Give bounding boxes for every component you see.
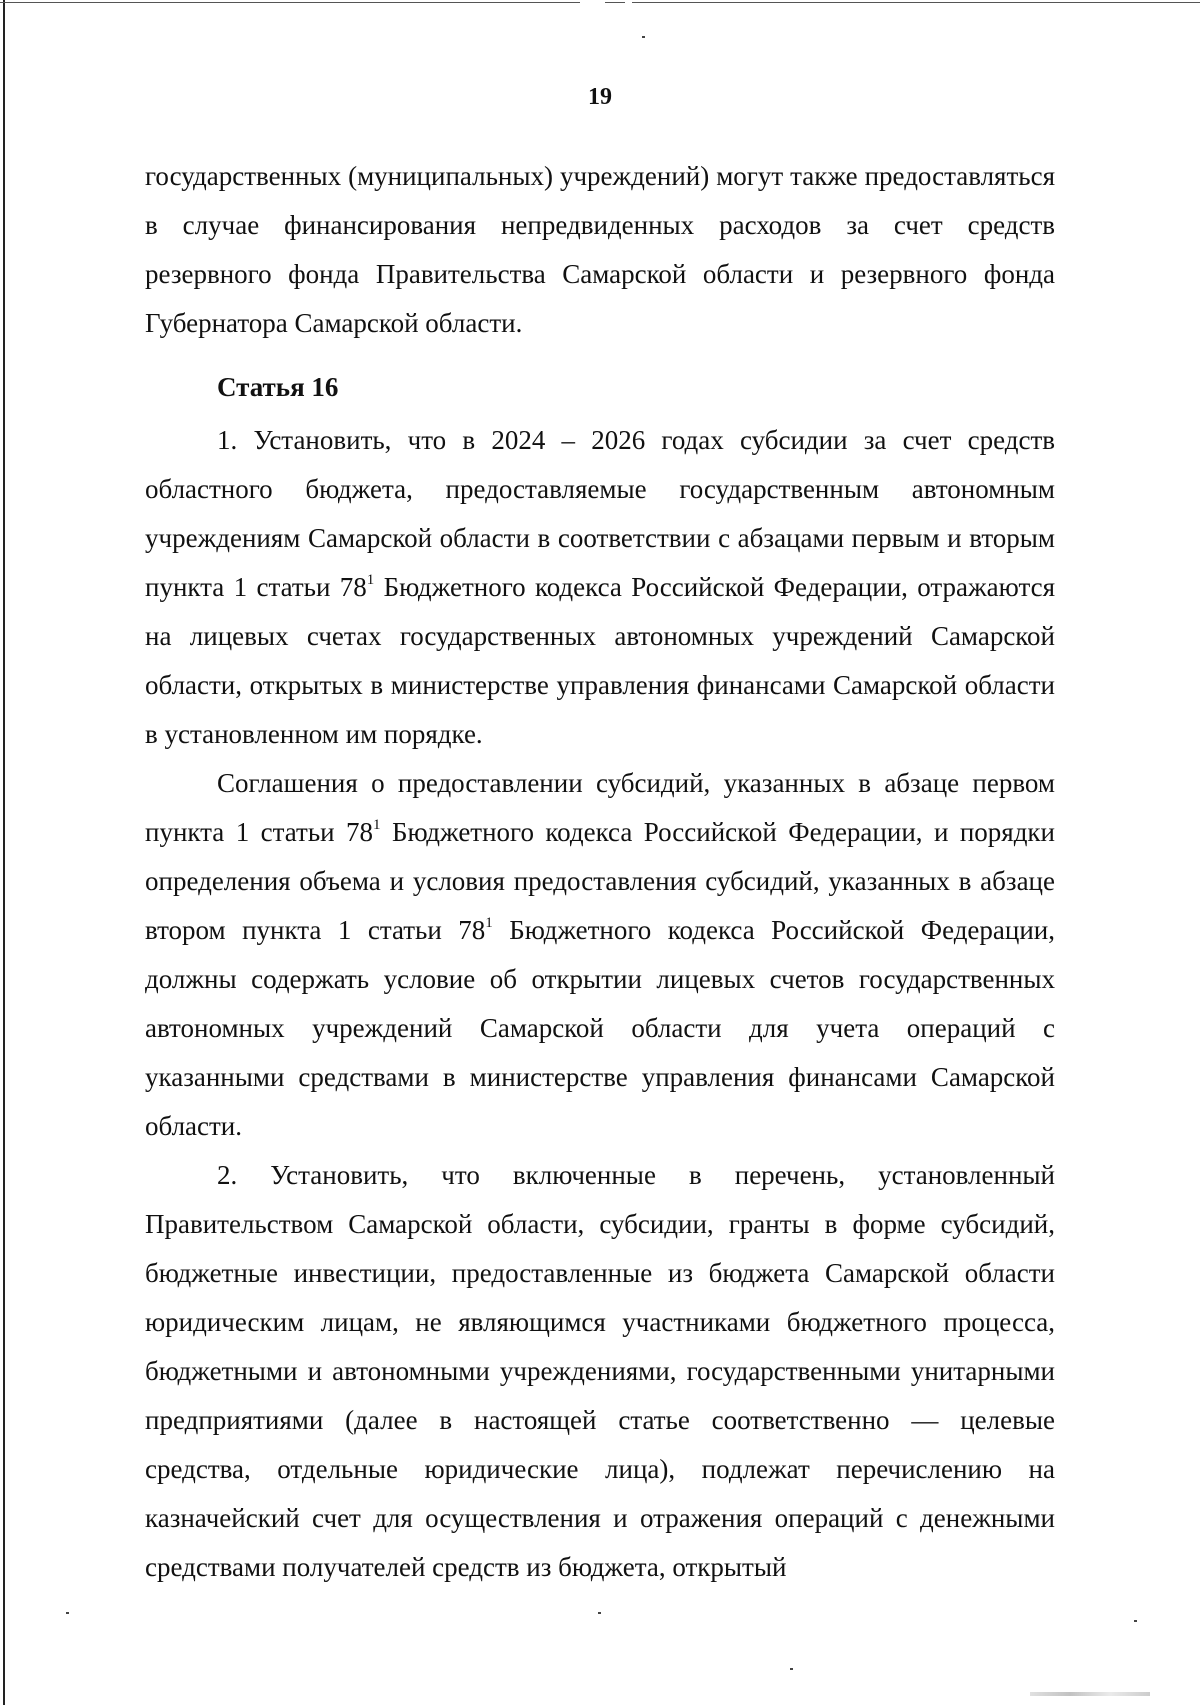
paragraph-continuation: государственных (муниципальных) учреждений) могут также предоставляться в случае финансирования непредвиденных расходов за счет средств резервного фонда Правительства Самарской области и резервного фонда Губернатора Самарской области. (145, 161, 1055, 338)
text-segment: 1. Установить, что в 2024 – 2026 годах субсидии за счет средств областного бюджета, предоставляемые государственным автономным учреждениям Самарской области в соответствии с абзацами первым и вторым пункта 1 статьи 78 (145, 425, 1055, 602)
scan-speck (598, 1612, 601, 1614)
text-segment: Бюджетного кодекса Российской Федерации, должны содержать условие об открытии лицевых счетов государственных автономных учреждений Самарской области для учета операций с указанными средствами в министерстве управления финансами Самарской области. (145, 915, 1055, 1141)
scan-speck (1134, 1620, 1137, 1622)
scan-speck (790, 1668, 793, 1670)
paragraph-article-16-item-1 (145, 416, 1055, 759)
scan-top-line-right (632, 2, 1200, 3)
scan-speck (642, 36, 645, 38)
page-number: 19 (588, 84, 612, 110)
superscript: 1 (485, 915, 493, 931)
article-heading: Статья 16 (217, 372, 339, 402)
paragraph-article-16-item-2: 2. Установить, что включенные в перечень, установленный Правительством Самарской области, субсидии, гранты в форме субсидий, бюджетные инвестиции, предоставленные из бюджета Самарской области юридическим лицам, не являющимся участниками бюджетного процесса, бюджетными и автономными учреждениями, государственными унитарными предприятиями (далее в настоящей статье соответственно — целевые средства, отдельные юридические лица), подлежат перечислению на казначейский счет для осуществления и отражения операций с денежными средствами получателей средств из бюджета, открытый (145, 1160, 1055, 1582)
scan-speck (66, 1612, 69, 1614)
scan-corner-smudge (1030, 1692, 1150, 1696)
scan-left-edge (3, 0, 5, 1705)
superscript: 1 (373, 817, 381, 833)
text-segment: Бюджетного кодекса Российской Федерации, и порядки определения объема и условия предоставления субсидий, указанных в абзаце втором пункта 1 статьи 78 (145, 817, 1056, 945)
text-segment: Соглашения о предоставлении субсидий, указанных в абзаце первом пункта 1 статьи 78 (145, 768, 1055, 847)
document-body (145, 152, 1055, 1592)
superscript: 1 (366, 572, 375, 588)
scan-top-line-mid (605, 2, 625, 3)
text-segment: Бюджетного кодекса Российской Федерации, отражаются на лицевых счетах государственных автономных учреждений Самарской области, открытых в министерстве управления финансами Самарской области в установленном им порядке. (145, 572, 1055, 749)
paragraph-agreements (145, 759, 1055, 1151)
scan-top-line-left (0, 2, 580, 3)
